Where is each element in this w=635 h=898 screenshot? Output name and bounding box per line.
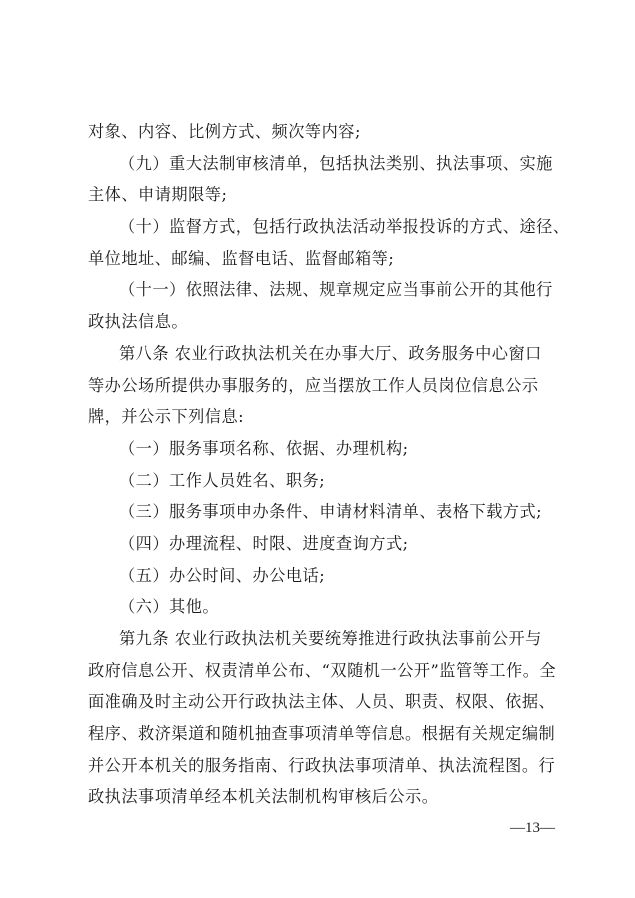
text-line: （一）服务事项名称、依据、办理机构; <box>119 438 409 458</box>
text-line: （五）办公时间、办公电话; <box>119 565 326 585</box>
text-line: （六）其他。 <box>119 597 220 617</box>
text-line: 牌，并公示下列信息: <box>88 407 245 427</box>
text-line: 对象、内容、比例方式、频次等内容; <box>88 122 361 141</box>
text-line: （十一）依照法律、法规、规章规定应当事前公开的其他行 <box>119 280 553 300</box>
text-line: （九）重大法制审核清单，包括执法类别、执法事项、实施 <box>119 153 553 173</box>
text-line: （十）监督方式，包括行政执法活动举报投诉的方式、途径、 <box>119 217 570 237</box>
text-line: 面准确及时主动公开行政执法主体、人员、职责、权限、依据、 <box>88 692 556 712</box>
text-line: 政执法事项清单经本机关法制机构审核后公示。 <box>88 787 439 807</box>
text-line: 第九条 农业行政执法机关要统筹推进行政执法事前公开与 <box>119 629 542 648</box>
text-line: 政府信息公开、权责清单公布、“双随机一公开”监管等工作。全 <box>88 660 557 680</box>
text-line: （四）办理流程、时限、进度查询方式; <box>119 533 409 553</box>
text-line: 程序、救济渠道和随机抽查事项清单等信息。根据有关规定编制 <box>88 724 556 744</box>
document-body <box>88 116 570 813</box>
text-line: 单位地址、邮编、监督电话、监督邮箱等; <box>88 248 395 268</box>
text-line: 并公开本机关的服务指南、行政执法事项清单、执法流程图。行 <box>88 755 556 775</box>
text-line: 第八条 农业行政执法机关在办事大厅、政务服务中心窗口 <box>119 343 542 363</box>
text-line: 等办公场所提供办事服务的，应当摆放工作人员岗位信息公示 <box>88 375 539 395</box>
text-line: （三）服务事项申办条件、申请材料清单、表格下载方式; <box>119 502 543 522</box>
text-line: （二）工作人员姓名、职务; <box>119 470 326 490</box>
page-number: —13— <box>510 820 555 836</box>
text-line: 政执法信息。 <box>88 312 189 332</box>
text-line: 主体、申请期限等; <box>88 185 228 205</box>
